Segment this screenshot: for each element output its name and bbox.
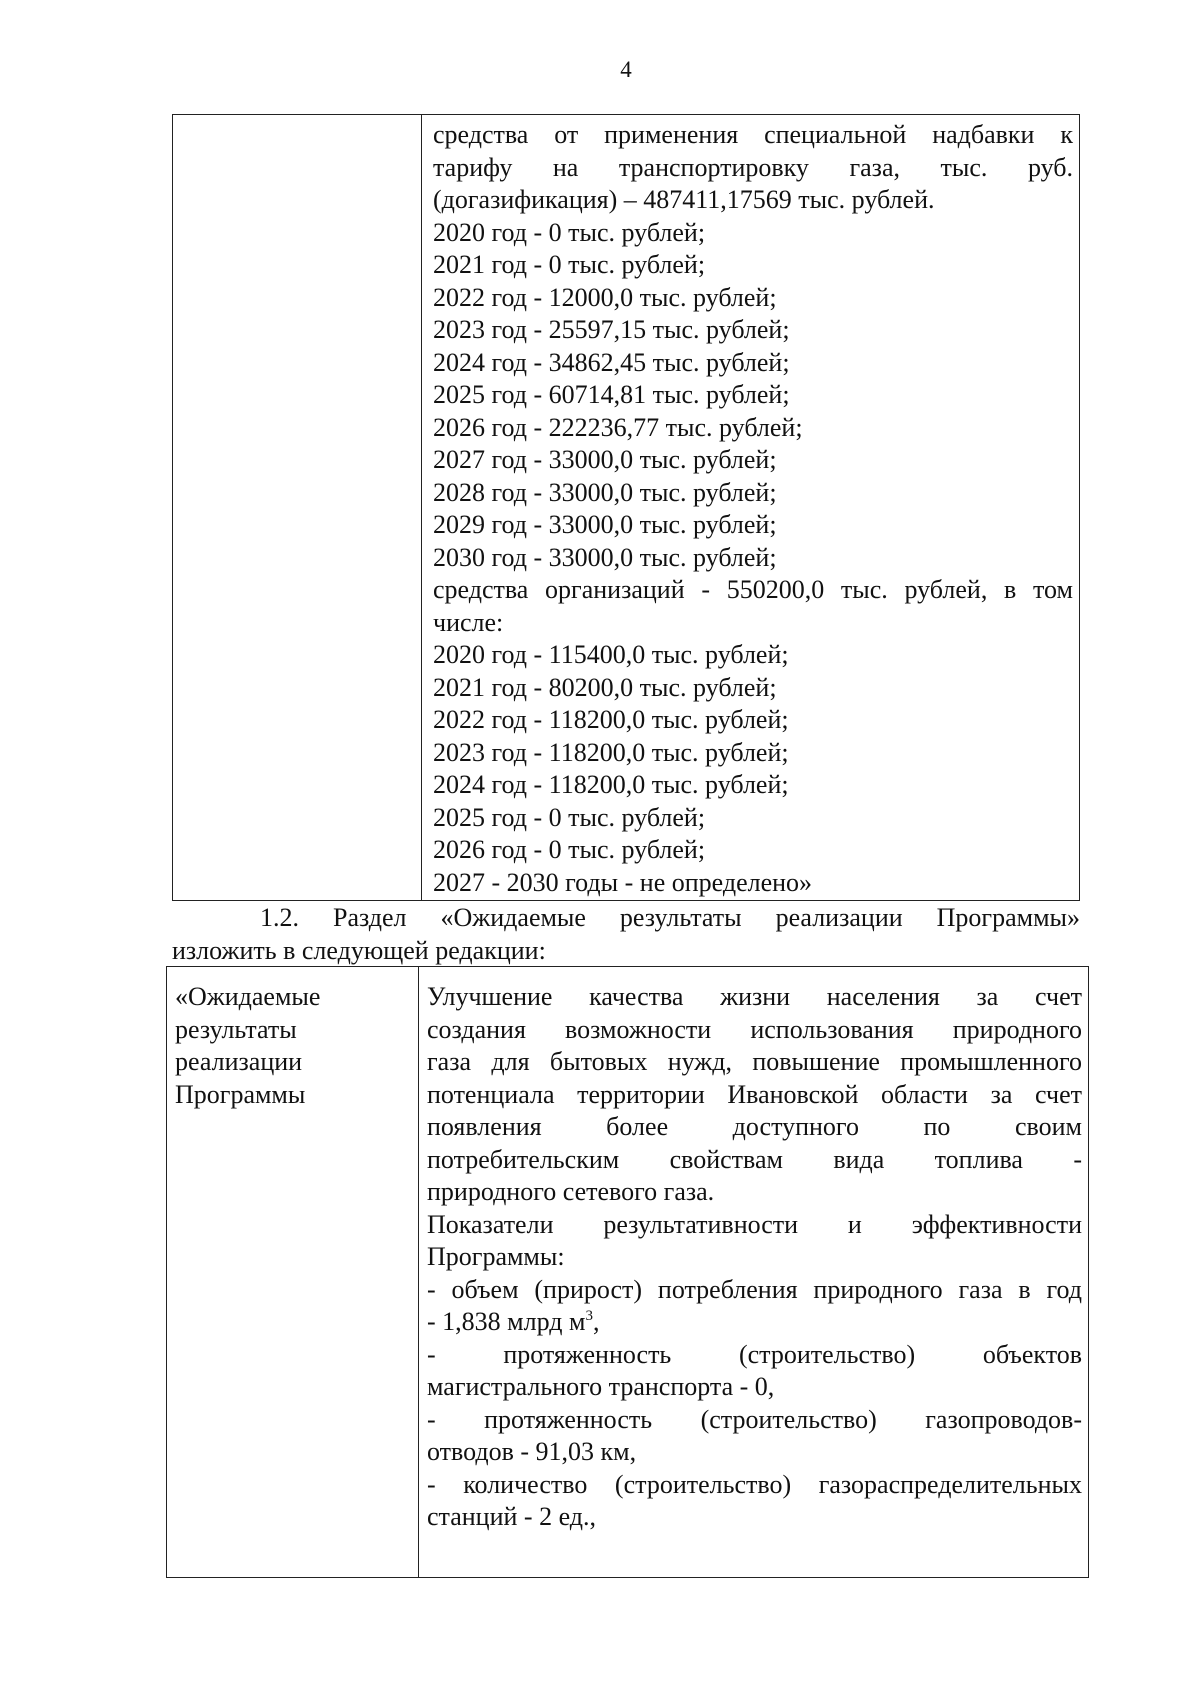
financing-line: 2022 год - 12000,0 тыс. рублей; xyxy=(433,282,777,312)
label-line: результаты xyxy=(175,1014,297,1044)
label-line: «Ожидаемые xyxy=(175,982,321,1011)
financing-line: 2021 год - 80200,0 тыс. рублей; xyxy=(433,672,777,702)
financing-line: 2020 год - 115400,0 тыс. рублей; xyxy=(433,640,789,669)
financing-line: 2028 год - 33000,0 тыс. рублей; xyxy=(433,477,777,507)
section-paragraph xyxy=(172,902,1080,967)
results-line: - протяженность (строительство) объектов xyxy=(427,1339,1082,1369)
column-divider xyxy=(418,967,419,1577)
results-line: Программы: xyxy=(427,1242,565,1271)
financing-line: 2027 - 2030 годы - не определено» xyxy=(433,867,813,897)
financing-line: 2024 год - 34862,45 тыс. рублей; xyxy=(433,347,790,377)
results-line: Улучшение качества жизни населения за счет xyxy=(427,982,1082,1011)
financing-line: 2023 год - 25597,15 тыс. рублей; xyxy=(433,315,790,344)
financing-cell xyxy=(433,119,1073,899)
volume-text: - 1,838 млрд м xyxy=(427,1307,586,1336)
results-line: создания возможности использования природного xyxy=(427,1014,1082,1044)
results-line: - протяженность (строительство) газопроводов- xyxy=(427,1404,1082,1434)
financing-line: 2021 год - 0 тыс. рублей; xyxy=(433,250,706,279)
financing-line: 2026 год - 222236,77 тыс. рублей; xyxy=(433,412,803,442)
financing-line: 2025 год - 60714,81 тыс. рублей; xyxy=(433,380,790,409)
financing-line: 2022 год - 118200,0 тыс. рублей; xyxy=(433,705,789,734)
financing-line: числе: xyxy=(433,607,504,637)
results-line: магистрального транспорта - 0, xyxy=(427,1372,775,1401)
financing-line: (догазификация) – 487411,17569 тыс. рублей. xyxy=(433,185,935,214)
financing-line: 2026 год - 0 тыс. рублей; xyxy=(433,835,706,864)
paragraph-line: 1.2. Раздел «Ожидаемые результаты реализации Программы» xyxy=(260,903,1080,932)
results-line: Показатели результативности и эффективности xyxy=(427,1209,1082,1239)
results-line: - объем (прирост) потребления природного газа в год xyxy=(427,1274,1082,1304)
results-line: потребительским свойствам вида топлива - xyxy=(427,1144,1082,1174)
results-line: отводов - 91,03 км, xyxy=(427,1437,637,1466)
page-number: 4 xyxy=(620,57,632,82)
financing-line: тарифу на транспортировку газа, тыс. руб. xyxy=(433,152,1073,182)
financing-line: 2029 год - 33000,0 тыс. рублей; xyxy=(433,510,777,539)
financing-line: средства организаций - 550200,0 тыс. рублей, в том xyxy=(433,575,1073,604)
results-line: появления более доступного по своим xyxy=(427,1112,1082,1141)
results-line: станций - 2 ед., xyxy=(427,1502,596,1531)
financing-line: 2020 год - 0 тыс. рублей; xyxy=(433,217,706,247)
column-divider xyxy=(421,115,422,900)
financing-line: 2024 год - 118200,0 тыс. рублей; xyxy=(433,770,789,799)
results-line: природного сетевого газа. xyxy=(427,1177,715,1206)
financing-line: средства от применения специальной надбавки к xyxy=(433,120,1073,149)
financing-line: 2027 год - 33000,0 тыс. рублей; xyxy=(433,445,777,474)
cube-superscript: 3 xyxy=(585,1308,593,1324)
financing-line: 2030 год - 33000,0 тыс. рублей; xyxy=(433,542,777,572)
financing-table xyxy=(172,114,1080,901)
label-line: Программы xyxy=(175,1079,306,1109)
expected-results-table xyxy=(166,966,1089,1578)
financing-line: 2025 год - 0 тыс. рублей; xyxy=(433,802,706,832)
paragraph-line: изложить в следующей редакции: xyxy=(172,935,546,965)
volume-comma: , xyxy=(592,1307,600,1336)
results-line: - количество (строительство) газораспределительных xyxy=(427,1469,1082,1499)
results-content-cell xyxy=(427,981,1082,1534)
label-line: реализации xyxy=(175,1047,303,1076)
results-line-volume xyxy=(427,1306,1082,1339)
results-line: газа для бытовых нужд, повышение промышленного xyxy=(427,1047,1082,1076)
results-label-cell xyxy=(175,981,410,1111)
financing-line: 2023 год - 118200,0 тыс. рублей; xyxy=(433,737,789,767)
results-line: потенциала территории Ивановской области за счет xyxy=(427,1079,1082,1109)
